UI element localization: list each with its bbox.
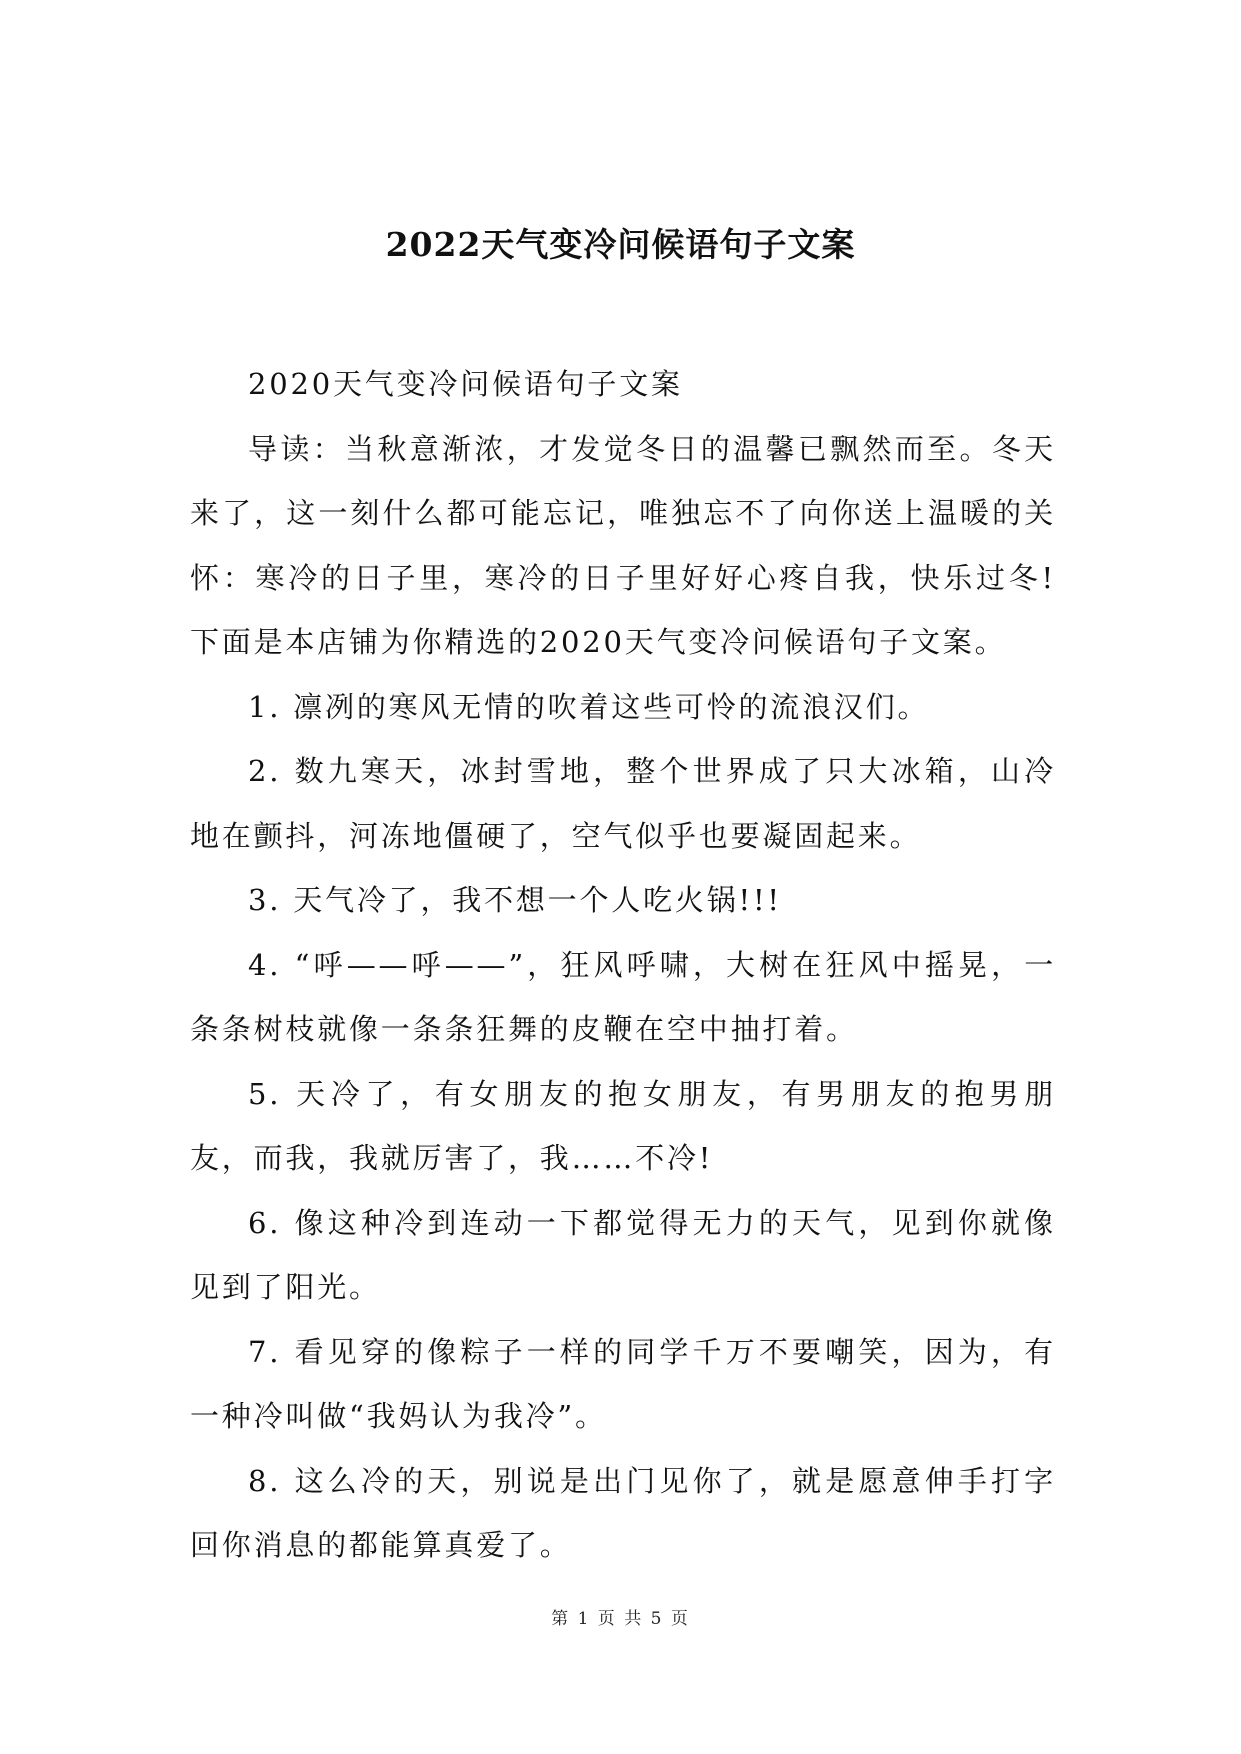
paragraph-item-1: 1. 凛冽的寒风无情的吹着这些可怜的流浪汉们。 xyxy=(248,689,930,724)
paragraph-item-4: 4. “呼——呼——”，狂风呼啸，大树在狂风中摇晃，一条条树枝就像一条条狂舞的皮鞭在空中抽打着。 xyxy=(190,947,1056,1046)
page-footer: 第 1 页 共 5 页 xyxy=(551,1609,690,1629)
document-title: 2022天气变冷问候语句子文案 xyxy=(385,225,856,264)
paragraph-item-5: 5. 天冷了，有女朋友的抱女朋友，有男朋友的抱男朋友，而我，我就厉害了，我……不冷! xyxy=(190,1076,1056,1175)
paragraph-item-7: 7. 看见穿的像粽子一样的同学千万不要嘲笑，因为，有一种冷叫做“我妈认为我冷”。 xyxy=(190,1334,1056,1433)
paragraph-intro: 导读：当秋意渐浓，才发觉冬日的温馨已飘然而至。冬天来了，这一刻什么都可能忘记，唯独忘不了向你送上温暖的关怀：寒冷的日子里，寒冷的日子里好好心疼自我，快乐过冬!下面是本店铺为你精选的2020天气变冷问候语句子文案。 xyxy=(190,431,1056,659)
paragraph-item-6: 6. 像这种冷到连动一下都觉得无力的天气，见到你就像见到了阳光。 xyxy=(190,1205,1056,1304)
paragraph-item-2: 2. 数九寒天，冰封雪地，整个世界成了只大冰箱，山冷地在颤抖，河冻地僵硬了，空气似乎也要凝固起来。 xyxy=(190,754,1056,853)
paragraph-item-8: 8. 这么冷的天，别说是出门见你了，就是愿意伸手打字回你消息的都能算真爱了。 xyxy=(190,1463,1056,1562)
paragraph-item-3: 3. 天气冷了，我不想一个人吃火锅!!! xyxy=(248,883,782,917)
document-body xyxy=(190,352,1056,1578)
paragraph-subtitle: 2020天气变冷问候语句子文案 xyxy=(248,367,683,401)
